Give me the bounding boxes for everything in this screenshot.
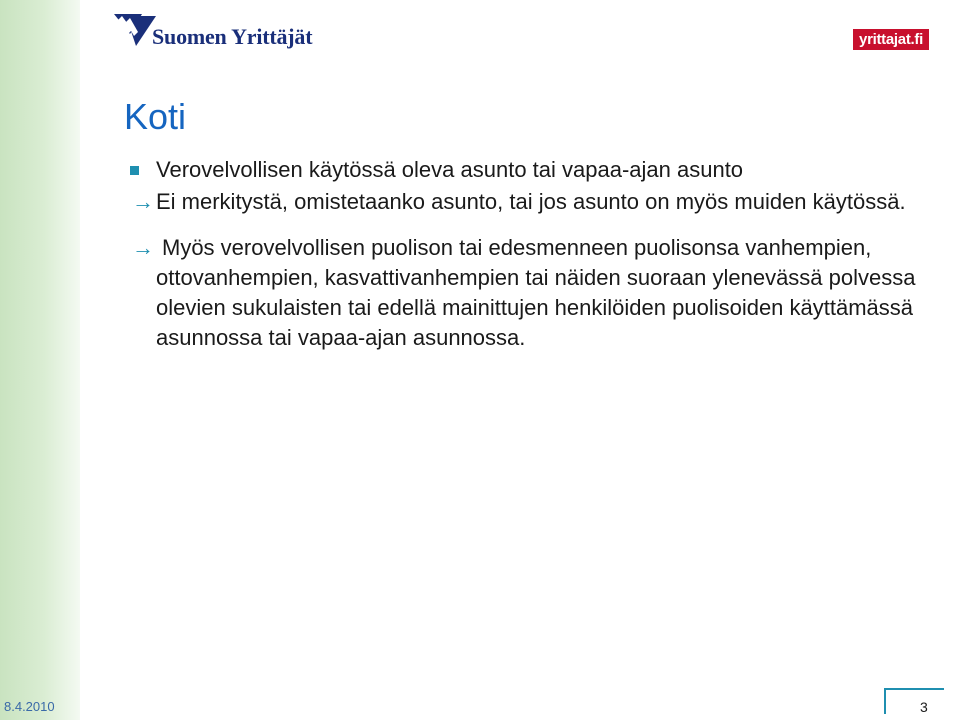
- list-item-text: Ei merkitystä, omistetaanko asunto, tai jos asunto on myös muiden käytössä.: [156, 189, 906, 214]
- arrow-right-icon: →: [132, 189, 154, 214]
- list-item: [124, 233, 924, 353]
- square-bullet-icon: [130, 166, 139, 175]
- arrow-right-icon: →: [132, 235, 154, 260]
- list-item-text: Verovelvollisen käytössä oleva asunto tai vapaa-ajan asunto: [156, 157, 744, 182]
- slide-content: [124, 155, 924, 355]
- list-item: [124, 155, 924, 185]
- page-number: 3: [920, 699, 928, 715]
- logo-wordmark: Suomen Yrittäjät: [152, 24, 313, 49]
- footer-date: 8.4.2010: [4, 699, 55, 714]
- list-item: [124, 187, 924, 217]
- footer-divider-tick: [884, 688, 886, 714]
- page-title: Koti: [124, 96, 187, 137]
- list-item-text: Myös verovelvollisen puolison tai edesmenneen puolisonsa vanhempien, ottovanhempien, kasvattivanhempien tai näiden suoraan ylenevässä polvessa olevien sukulaisten tai edellä mainittujen henkilöiden puolisoiden käyttämässä asunnossa tai vapaa-ajan asunnossa.: [156, 235, 916, 350]
- left-decorative-band: [0, 0, 80, 720]
- yrittajat-fi-badge[interactable]: yrittajat.fi: [853, 29, 929, 50]
- footer-divider: [884, 688, 944, 690]
